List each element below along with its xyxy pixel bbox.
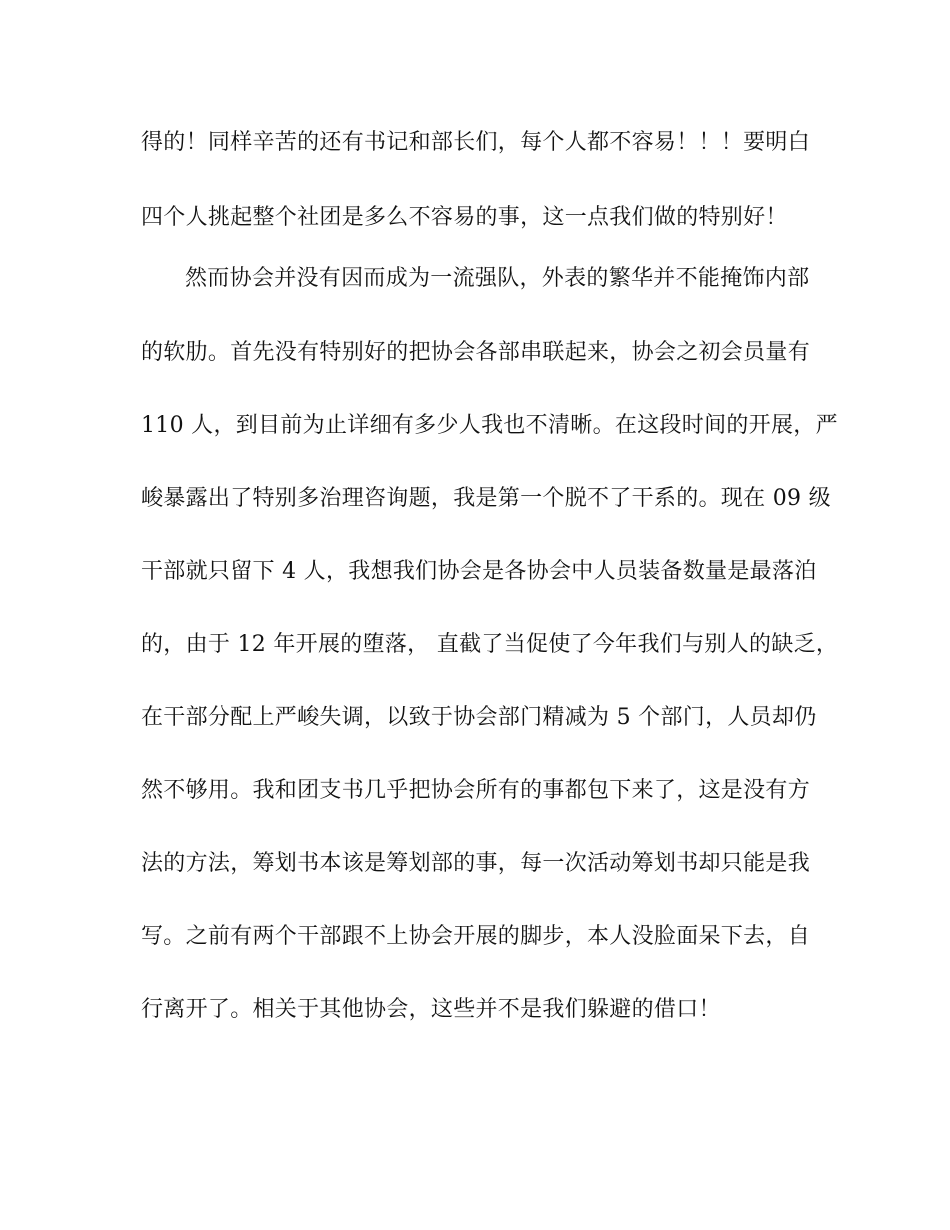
text-line-11: 法的方法，筹划书本该是筹划部的事，每一次活动筹划书却只能是我 — [141, 851, 811, 876]
text-line-12: 写。之前有两个干部跟不上协会开展的脚步，本人没脸面呆下去，自 — [141, 924, 811, 949]
text-line-8: 的，由于 12 年开展的堕落， 直截了当促使了今年我们与别人的缺乏， — [141, 632, 839, 657]
text-line-1: 得的！同样辛苦的还有书记和部长们，每个人都不容易！！！要明白 — [141, 130, 811, 155]
text-line-13: 行离开了。相关于其他协会，这些并不是我们躲避的借口！ — [141, 997, 721, 1022]
paragraph-start-line: 然而协会并没有因而成为一流强队，外表的繁华并不能掩饰内部 — [185, 266, 810, 291]
text-line-2: 四个人挑起整个社团是多么不容易的事，这一点我们做的特别好！ — [141, 205, 788, 230]
text-line-4: 的软肋。首先没有特别好的把协会各部串联起来，协会之初会员量有 — [141, 340, 811, 365]
text-line-5: 110 人，到目前为止详细有多少人我也不清晰。在这段时间的开展，严 — [141, 413, 838, 438]
text-line-10: 然不够用。我和团支书几乎把协会所有的事都包下来了，这是没有方 — [141, 778, 811, 803]
text-line-7: 干部就只留下 4 人，我想我们协会是各协会中人员装备数量是最落泊 — [141, 559, 817, 584]
text-line-9: 在干部分配上严峻失调，以致于协会部门精减为 5 个部门，人员却仍 — [141, 705, 817, 730]
text-line-6: 峻暴露出了特别多治理咨询题，我是第一个脱不了干系的。现在 09 级 — [141, 486, 831, 511]
